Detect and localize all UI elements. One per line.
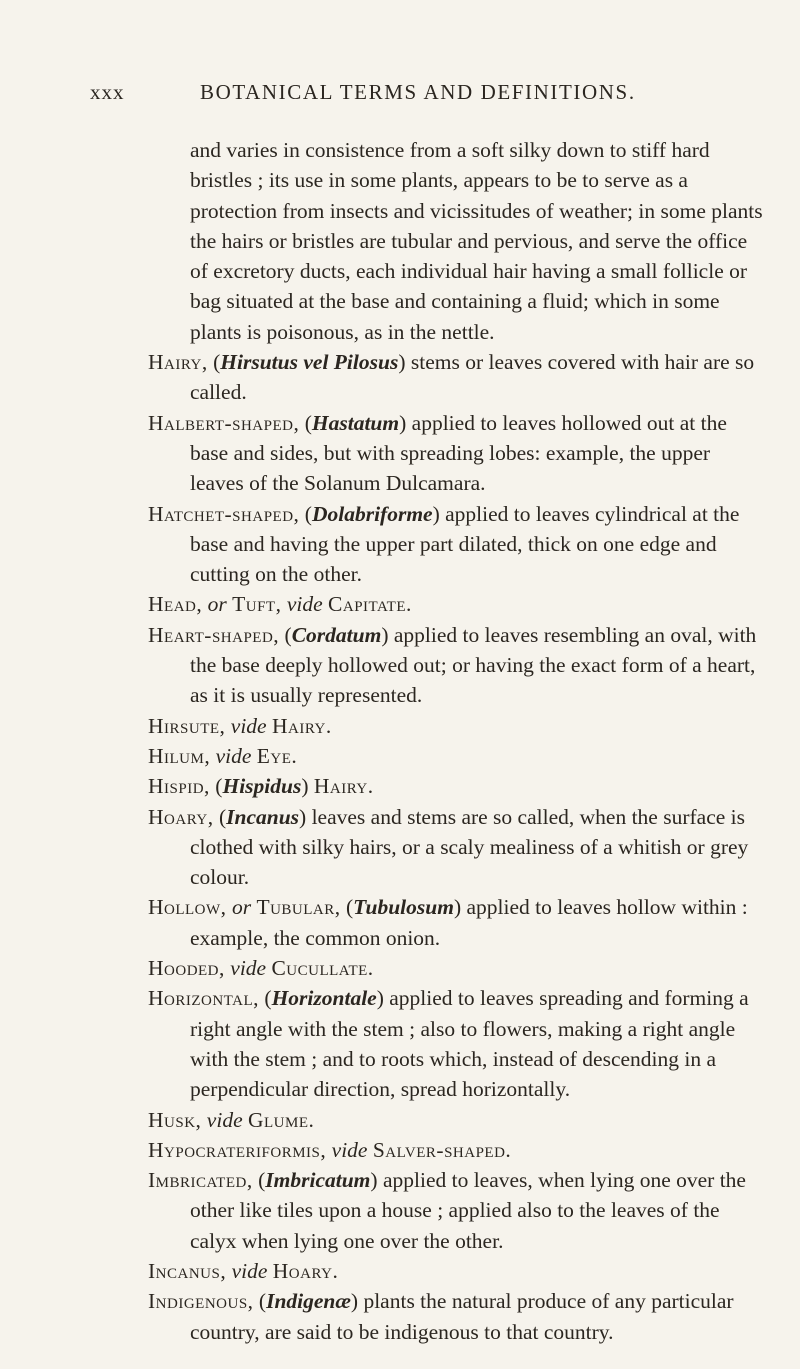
- entry-latin: Hirsutus vel Pilosus: [220, 350, 399, 375]
- entry-latin: Hastatum: [311, 410, 400, 435]
- entry-cross-reference: Hairy.: [271, 713, 332, 738]
- glossary-entry: [148, 711, 768, 741]
- entry-headword: Hilum,: [148, 743, 211, 768]
- entry-headword: Incanus,: [148, 1258, 227, 1283]
- entry-latin: Incanus: [226, 804, 300, 829]
- glossary-entry: Imbricated, (Imbricatum) applied to leaves, when lying one over the other like tiles upon a house ; applied also to the leaves of the calyx when lying one over the other.: [148, 1168, 746, 1253]
- glossary-entry: Heart-shaped, (Cordatum) applied to leaves resembling an oval, with the base deeply hollowed out; or having the exact form of a heart, as it is usually represented.: [148, 622, 757, 708]
- entry-headword: Hollow,: [148, 895, 227, 920]
- connector-word: vide: [331, 1137, 368, 1162]
- entry-cross-reference: Hairy.: [313, 774, 374, 799]
- connector-word: vide: [215, 743, 252, 768]
- page-header: [90, 80, 730, 114]
- entry-definition: leaves and stems are so called, when the surface is clothed with silky hairs, or a scaly mealiness of a whitish or grey colour.: [190, 804, 749, 890]
- entry-headword: Heart-shaped,: [148, 622, 280, 647]
- glossary-entry: [148, 953, 768, 983]
- entry-cross-reference: Hoary.: [272, 1258, 339, 1283]
- entry-latin: Cordatum: [291, 622, 382, 647]
- page-number: xxx: [90, 80, 125, 104]
- entry-definition: applied to leaves resembling an oval, with the base deeply hollowed out; or having the exact form of a heart, as it is usually represented.: [190, 622, 757, 708]
- entry-headword: Head,: [148, 592, 203, 617]
- connector-word: vide: [206, 1107, 243, 1132]
- entry-headword: Halbert-shaped,: [148, 410, 300, 435]
- entry-latin: Hispidus: [222, 774, 302, 799]
- glossary-entry: [148, 1135, 768, 1165]
- glossary-entry: Hispid, (Hispidus) Hairy.: [148, 774, 374, 799]
- entry-definition: applied to leaves spreading and forming a right angle with the stem ; also to flowers, making a right angle with the stem ; and to roots which, instead of descending in a perpendicular direction, spread horizontally.: [190, 986, 749, 1102]
- entry-headword: Husk,: [148, 1107, 202, 1132]
- glossary-entry: [148, 1256, 768, 1286]
- entry-latin: Indigenæ: [266, 1289, 351, 1314]
- glossary-entry: Hoary, (Incanus) leaves and stems are so called, when the surface is clothed with silky hairs, or a scaly mealiness of a whitish or grey colour.: [148, 804, 749, 890]
- entry-alt-headword: Tubular,: [256, 895, 341, 920]
- entry-alt-headword: Tuft,: [232, 592, 282, 617]
- glossary-entry: Hairy, (Hirsutus vel Pilosus) stems or leaves covered with hair are so called.: [148, 350, 755, 405]
- running-head: BOTANICAL TERMS AND DEFINITIONS.: [200, 80, 636, 104]
- connector-word: or: [207, 592, 227, 617]
- entry-headword: Hairy,: [148, 350, 208, 375]
- entry-definition: plants the natural produce of any particular country, are said to be indigenous to that country.: [190, 1289, 734, 1344]
- entry-headword: Hoary,: [148, 804, 214, 829]
- connector-word: vide: [286, 592, 323, 617]
- entry-definition: applied to leaves, when lying one over the other like tiles upon a house ; applied also to the leaves of the calyx when lying one over the other.: [190, 1168, 746, 1253]
- glossary-entry: [148, 1105, 768, 1135]
- glossary-entry: [148, 589, 768, 619]
- entry-headword: Indigenous,: [148, 1289, 254, 1314]
- connector-word: vide: [231, 1258, 268, 1283]
- connector-word: or: [231, 895, 252, 920]
- entry-latin: Imbricatum: [265, 1168, 371, 1193]
- entry-definition: applied to leaves hollow within : example, the common onion.: [190, 895, 748, 950]
- intro-paragraph: and varies in consistence from a soft silky down to stiff hard bristles ; its use in some plants, appears to be to serve as a protection from insects and vicissitudes of weather; in some plants the hairs or bristles are tubular and pervious, and serve the office of excretory ducts, each individual hair having a small follicle or bag situated at the base and containing a fluid; which in some plants is poisonous, as in the nettle.: [190, 138, 763, 344]
- entry-headword: Hooded,: [148, 956, 225, 981]
- glossary-entry: Horizontal, (Horizontale) applied to leaves spreading and forming a right angle with the stem ; also to flowers, making a right angle with the stem ; and to roots which, instead of descending in a perpendicular direction, spread horizontally.: [148, 986, 749, 1102]
- glossary-entry: [148, 741, 768, 771]
- entry-cross-reference: Salver-shaped.: [372, 1137, 512, 1162]
- entry-latin: Dolabriforme: [311, 501, 433, 526]
- entry-definition: stems or leaves covered with hair are so called.: [190, 350, 755, 405]
- entry-headword: Imbricated,: [148, 1168, 253, 1193]
- entry-headword: Hirsute,: [148, 713, 226, 738]
- glossary-entry: Halbert-shaped, (Hastatum) applied to leaves hollowed out at the base and sides, but with spreading lobes: example, the upper leaves of the Solanum Dulcamara.: [148, 410, 727, 496]
- entry-headword: Hatchet-shaped,: [148, 501, 300, 526]
- entry-cross-reference: Capitate.: [328, 592, 412, 617]
- connector-word: vide: [230, 956, 267, 981]
- entry-latin: Tubulosum: [353, 895, 454, 920]
- entry-cross-reference: Cucullate.: [271, 956, 374, 981]
- glossary-body: [148, 135, 768, 1347]
- entry-headword: Hispid,: [148, 774, 210, 799]
- glossary-entry: Hatchet-shaped, (Dolabriforme) applied to leaves cylindrical at the base and having the upper part dilated, thick on one edge and cutting on the other.: [148, 501, 740, 587]
- entry-definition: applied to leaves cylindrical at the base and having the upper part dilated, thick on one edge and cutting on the other.: [190, 501, 740, 587]
- entry-headword: Horizontal,: [148, 986, 260, 1011]
- entry-cross-reference: Glume.: [247, 1107, 315, 1132]
- entry-cross-reference: Eye.: [256, 743, 298, 768]
- glossary-entry: Indigenous, (Indigenæ) plants the natural produce of any particular country, are said to be indigenous to that country.: [148, 1289, 734, 1344]
- entry-latin: Horizontale: [271, 986, 377, 1011]
- connector-word: vide: [230, 713, 267, 738]
- glossary-entry: Hollow, or Tubular, (Tubulosum) applied to leaves hollow within : example, the common onion.: [148, 895, 748, 950]
- entry-definition: applied to leaves hollowed out at the base and sides, but with spreading lobes: example, the upper leaves of the Solanum Dulcamara.: [190, 410, 727, 496]
- entry-headword: Hypocrateriformis,: [148, 1137, 327, 1162]
